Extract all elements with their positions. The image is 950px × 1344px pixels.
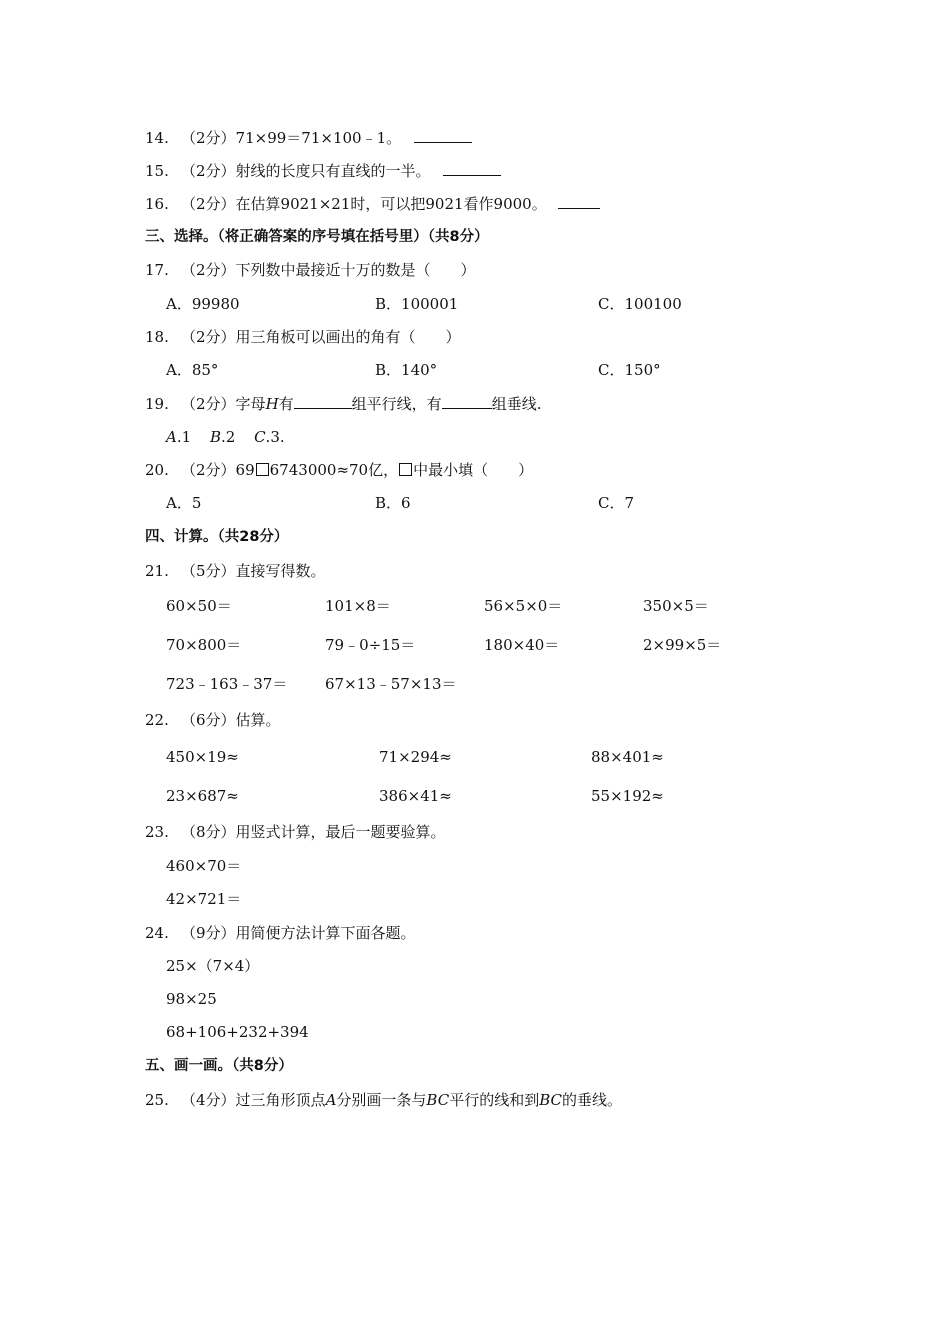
option-a[interactable]: A．85°: [166, 361, 219, 379]
question-text: 字母: [235, 395, 266, 413]
calc-item: 2×99×5＝: [643, 636, 722, 654]
calc-item: 180×40＝: [484, 636, 560, 654]
question-number: 17.: [145, 261, 169, 279]
empty-box-icon: [399, 463, 412, 476]
section-heading-5: 五、画一画。（共8分）: [145, 1058, 293, 1074]
answer-blank[interactable]: [558, 194, 600, 209]
question-text: 直接写得数。: [235, 562, 326, 580]
question-text: 用竖式计算，最后一题要验算。: [235, 823, 446, 841]
option-c[interactable]: C．100100: [598, 295, 682, 313]
question-number: 23.: [145, 823, 169, 841]
calc-item: 60×50＝: [166, 597, 232, 615]
question-text: 组平行线，有: [351, 395, 442, 413]
option-letter: A: [166, 428, 177, 446]
estimate-item: 88×401≈: [591, 748, 664, 766]
question-score: （6分）: [181, 711, 236, 729]
question-24: [145, 923, 416, 943]
question-score: （2分）: [181, 328, 236, 346]
question-score: （2分）: [181, 195, 236, 213]
option-value: .1: [176, 428, 192, 446]
question-score: （5分）: [181, 562, 236, 580]
question-number: 22.: [145, 711, 169, 729]
question-16: [145, 194, 600, 214]
option-b[interactable]: B．100001: [375, 295, 459, 313]
estimate-item: 386×41≈: [379, 787, 452, 805]
estimate-item: 450×19≈: [166, 748, 239, 766]
question-number: 15.: [145, 162, 169, 180]
question-15: [145, 161, 501, 181]
question-score: （8分）: [181, 823, 236, 841]
question-number: 25.: [145, 1091, 169, 1109]
calc-item: 350×5＝: [643, 597, 709, 615]
question-score: （2分）: [181, 129, 236, 147]
answer-blank[interactable]: [443, 161, 501, 176]
option-b[interactable]: B．140°: [375, 361, 438, 379]
calc-item: 56×5×0＝: [484, 597, 563, 615]
question-number: 20.: [145, 461, 169, 479]
question-text: 用简便方法计算下面各题。: [235, 924, 416, 942]
vertical-calc-item: 42×721＝: [166, 890, 242, 908]
question-21: [145, 561, 326, 581]
question-number: 18.: [145, 328, 169, 346]
estimate-item: 55×192≈: [591, 787, 664, 805]
vertical-calc-item: 460×70＝: [166, 857, 242, 875]
letter-h: H: [265, 395, 279, 413]
question-23: [145, 822, 446, 842]
calc-item: 70×800＝: [166, 636, 242, 654]
option-b[interactable]: B．6: [375, 494, 411, 512]
simplify-item: 98×25: [166, 990, 217, 1008]
option-c[interactable]: C．150°: [598, 361, 661, 379]
question-text: 用三角板可以画出的角有（ ）: [235, 328, 461, 346]
question-text: 在估算9021×21时，可以把9021看作9000。: [235, 195, 547, 213]
question-score: （9分）: [181, 924, 236, 942]
question-text: 估算。: [235, 711, 281, 729]
answer-blank[interactable]: [414, 128, 472, 143]
question-score: （2分）: [181, 261, 236, 279]
question-text: 分别画一条与: [336, 1091, 427, 1109]
option-group: [166, 427, 285, 447]
question-score: （2分）: [181, 162, 236, 180]
option-letter: C: [254, 428, 266, 446]
vertex-label: A: [325, 1091, 337, 1109]
answer-blank[interactable]: [294, 394, 352, 409]
question-text: 下列数中最接近十万的数是（ ）: [235, 261, 476, 279]
segment-label: BC: [539, 1091, 562, 1109]
option-c[interactable]: C．7: [598, 494, 635, 512]
calc-item: 67×13﹣57×13＝: [325, 675, 457, 693]
question-number: 16.: [145, 195, 169, 213]
option-a[interactable]: [166, 428, 191, 446]
question-score: （2分）: [181, 395, 236, 413]
question-text: 中最小填（ ）: [413, 461, 534, 479]
question-18: [145, 327, 461, 347]
estimate-item: 71×294≈: [379, 748, 452, 766]
question-number: 19.: [145, 395, 169, 413]
question-25: [145, 1090, 622, 1110]
question-text: 平行的线和到: [449, 1091, 540, 1109]
empty-box-icon: [256, 463, 269, 476]
question-text: 71×99＝71×100﹣1。: [235, 129, 402, 147]
estimate-item: 23×687≈: [166, 787, 239, 805]
option-value: .3.: [265, 428, 285, 446]
question-text: 69: [235, 461, 255, 479]
question-text: 组垂线.: [491, 395, 542, 413]
option-c[interactable]: [254, 428, 285, 446]
question-20: [145, 460, 533, 480]
question-19: [145, 394, 541, 414]
question-number: 14.: [145, 129, 169, 147]
question-score: （4分）: [181, 1091, 236, 1109]
question-number: 24.: [145, 924, 169, 942]
question-text: 的垂线。: [562, 1091, 623, 1109]
question-text: 射线的长度只有直线的一半。: [235, 162, 431, 180]
option-a[interactable]: A．5: [166, 494, 202, 512]
calc-item: 79﹣0÷15＝: [325, 636, 416, 654]
answer-blank[interactable]: [442, 394, 492, 409]
calc-item: 723﹣163﹣37＝: [166, 675, 288, 693]
question-text: 过三角形顶点: [235, 1091, 326, 1109]
option-value: .2: [220, 428, 236, 446]
section-heading-3: 三、选择。（将正确答案的序号填在括号里）（共8分）: [145, 229, 489, 245]
question-text: 有: [278, 395, 294, 413]
segment-label: BC: [426, 1091, 450, 1109]
question-17: [145, 260, 476, 280]
question-number: 21.: [145, 562, 169, 580]
question-score: （2分）: [181, 461, 236, 479]
question-text: 6743000≈70亿，: [269, 461, 399, 479]
option-letter: B: [209, 428, 221, 446]
question-14: [145, 128, 472, 148]
calc-item: 101×8＝: [325, 597, 391, 615]
option-b[interactable]: [210, 428, 235, 446]
simplify-item: 68+106+232+394: [166, 1023, 309, 1041]
question-22: [145, 710, 281, 730]
option-a[interactable]: A．99980: [166, 295, 240, 313]
section-heading-4: 四、计算。（共28分）: [145, 529, 289, 545]
simplify-item: 25×（7×4）: [166, 957, 260, 975]
